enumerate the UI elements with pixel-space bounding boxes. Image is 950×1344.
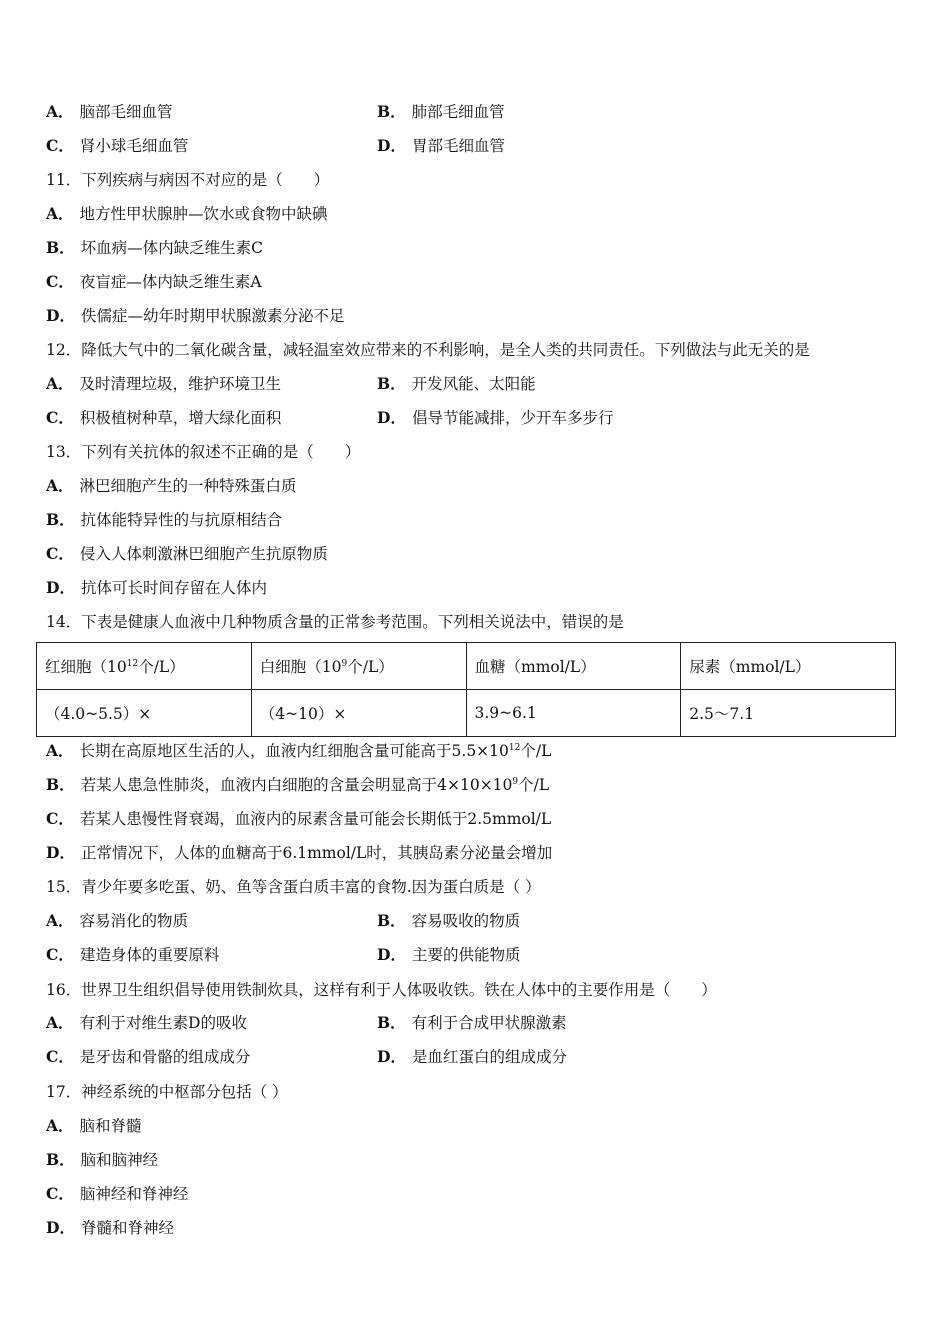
q14-option-a: A． 长期在高原地区生活的人，血液内红细胞含量可能高于$5.5\times 10^{12}$个/L — [46, 741, 552, 760]
header-urea: 尿素（mmol/L） — [681, 643, 896, 690]
q16-stem: 16．世界卫生组织倡导使用铁制炊具，这样有利于人体吸收铁。铁在人体中的主要作用是（ ） — [46, 981, 717, 999]
q12-stem: 12．降低大气中的二氧化碳含量，减轻温室效应带来的不利影响，是全人类的共同责任。下列做法与此无关的是 — [46, 341, 810, 359]
q17-stem: 17．神经系统的中枢部分包括（ ） — [46, 1083, 288, 1101]
q13-option-b: B． 抗体能特异性的与抗原相结合 — [46, 510, 283, 529]
q17-option-b: B． 脑和脑神经 — [46, 1150, 159, 1169]
value-white-blood-cells: （4~10）× — [251, 690, 466, 737]
q15-option-a: A． 容易消化的物质 — [46, 911, 189, 930]
q16-option-b: B． 有利于合成甲状腺激素 — [377, 1013, 567, 1032]
q17-option-c: C． 脑神经和脊神经 — [46, 1184, 189, 1203]
q14-option-c: C． 若某人患慢性肾衰竭，血液内的尿素含量可能会长期低于2.5mmol/L — [46, 809, 552, 828]
q14-option-b: B． 若某人患急性肺炎，血液内白细胞的含量会明显高于$4\times 10\times 10^9$个/L — [46, 775, 550, 794]
q13-option-d: D． 抗体可长时间存留在人体内 — [46, 578, 267, 597]
q16-option-a: A． 有利于对维生素D的吸收 — [46, 1013, 247, 1032]
q14-option-d: D． 正常情况下，人体的血糖高于6.1mmol/L时，其胰岛素分泌量会增加 — [46, 843, 553, 862]
q15-option-d: D． 主要的供能物质 — [377, 945, 521, 964]
value-blood-sugar: 3.9~6.1 — [466, 690, 681, 737]
q11-option-d: D． 佚儒症—幼年时期甲状腺激素分泌不足 — [46, 306, 345, 325]
q13-option-c: C． 侵入人体刺激淋巴细胞产生抗原物质 — [46, 544, 328, 563]
q11-option-b: B． 坏血病—体内缺乏维生素C — [46, 238, 263, 257]
q14-stem: 14．下表是健康人血液中几种物质含量的正常参考范围。下列相关说法中，错误的是 — [46, 613, 624, 631]
q12-option-b: B． 开发风能、太阳能 — [377, 374, 536, 393]
q15-stem: 15．青少年要多吃蛋、奶、鱼等含蛋白质丰富的食物.因为蛋白质是（ ） — [46, 878, 541, 896]
q12-option-d: D． 倡导节能减排，少开车多步行 — [377, 408, 614, 427]
reference-table — [36, 642, 896, 737]
q11-option-a: A． 地方性甲状腺肿—饮水或食物中缺碘 — [46, 204, 328, 223]
q10-option-b: B． 肺部毛细血管 — [377, 102, 505, 121]
table-value-row — [37, 690, 896, 737]
q12-option-c: C． 积极植树种草，增大绿化面积 — [46, 408, 282, 427]
header-blood-sugar: 血糖（mmol/L） — [466, 643, 681, 690]
q11-option-c: C． 夜盲症—体内缺乏维生素A — [46, 272, 262, 291]
q13-stem: 13．下列有关抗体的叙述不正确的是（ ） — [46, 443, 361, 461]
q16-option-c: C． 是牙齿和骨骼的组成成分 — [46, 1047, 251, 1066]
q17-option-d: D． 脊髓和脊神经 — [46, 1218, 174, 1237]
q17-option-a: A． 脑和脊髓 — [46, 1116, 142, 1135]
q13-option-a: A． 淋巴细胞产生的一种特殊蛋白质 — [46, 476, 297, 495]
q10-option-a: A． 脑部毛细血管 — [46, 102, 173, 121]
q10-option-d: D． 胃部毛细血管 — [377, 136, 505, 155]
q12-option-a: A． 及时清理垃圾，维护环境卫生 — [46, 374, 282, 393]
header-white-blood-cells: 白细胞（$10^9$个/L） — [251, 643, 466, 690]
q11-stem: 11．下列疾病与病因不对应的是（ ） — [46, 171, 330, 189]
value-red-blood-cells: （4.0~5.5）× — [37, 690, 252, 737]
value-urea: 2.5～7.1 — [681, 690, 896, 737]
q10-option-c: C． 肾小球毛细血管 — [46, 136, 189, 155]
header-red-blood-cells: 红细胞（$10^{12}$个/L） — [37, 643, 252, 690]
q15-option-c: C． 建造身体的重要原料 — [46, 945, 220, 964]
table-header-row — [37, 643, 896, 690]
q16-option-d: D． 是血红蛋白的组成成分 — [377, 1047, 567, 1066]
q15-option-b: B． 容易吸收的物质 — [377, 911, 521, 930]
